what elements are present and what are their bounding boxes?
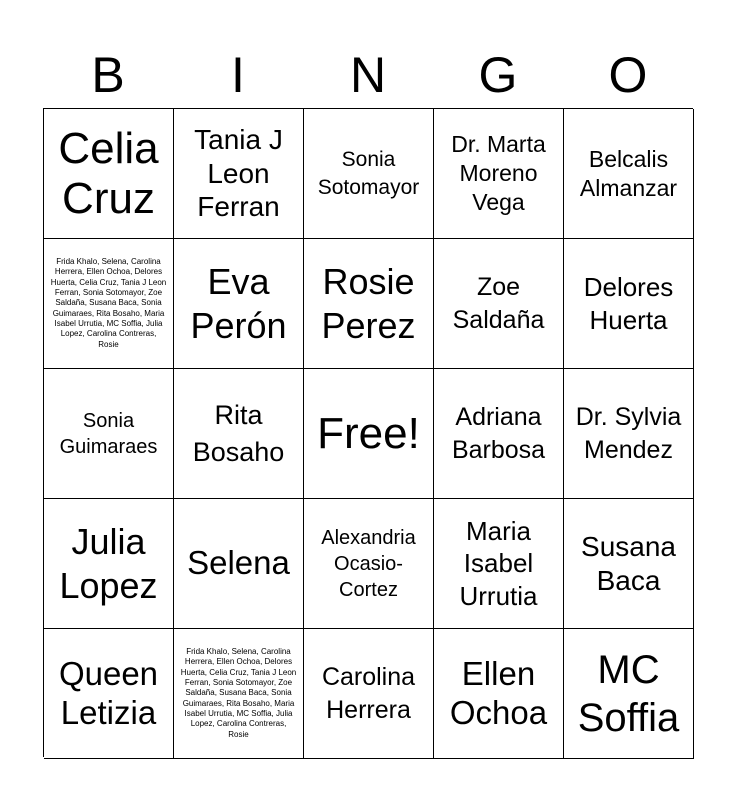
bingo-cell[interactable] [44, 239, 174, 369]
bingo-cell[interactable] [434, 109, 564, 239]
bingo-cell[interactable] [434, 369, 564, 499]
bingo-cell[interactable] [44, 499, 174, 629]
free-space-label: Free! [317, 408, 420, 458]
cell-text: Adriana Barbosa [451, 403, 546, 464]
bingo-cell[interactable] [304, 499, 434, 629]
cell-text: Ellen Ochoa [449, 654, 548, 731]
bingo-cell[interactable] [564, 629, 694, 759]
cell-text: Tania J Leon Ferran [194, 124, 283, 223]
bingo-cell[interactable] [564, 109, 694, 239]
header-letter-i: I [231, 47, 245, 103]
bingo-cell[interactable] [174, 369, 304, 499]
header-letter-n: N [349, 47, 387, 103]
cell-text: Maria Isabel Urrutia [459, 515, 538, 611]
cell-text: Susana Baca [581, 530, 676, 596]
bingo-cell[interactable] [304, 629, 434, 759]
bingo-cell[interactable] [174, 239, 304, 369]
cell-text: Queen Letizia [58, 654, 159, 731]
header-letter-b: B [91, 47, 125, 103]
cell-text: Sonia Sotomayor [317, 148, 420, 199]
bingo-cell[interactable] [174, 629, 304, 759]
bingo-cell[interactable] [564, 499, 694, 629]
cell-text: Rosie Perez [321, 261, 416, 346]
bingo-cell[interactable] [174, 499, 304, 629]
bingo-cell[interactable] [434, 239, 564, 369]
cell-text: Frida Khalo, Selena, Carolina Herrera, Ellen Ochoa, Delores Huerta, Celia Cruz, Tania J Leon Ferran, Sonia Sotomayor, Zoe Saldaña, Susana Baca, Sonia Guimaraes, Rita Bosaho, Maria Isabel Urrutia, MC Soffia, Julia Lopez, Carolina Contreras, Rosie [180, 646, 297, 739]
cell-text: Julia Lopez [59, 521, 158, 606]
cell-text: Eva Perón [190, 261, 287, 346]
bingo-header [43, 40, 693, 110]
bingo-cell[interactable] [304, 239, 434, 369]
bingo-cell[interactable] [174, 109, 304, 239]
bingo-cell[interactable] [564, 369, 694, 499]
bingo-cell[interactable] [44, 629, 174, 759]
cell-text: Zoe Saldaña [452, 273, 545, 334]
cell-text: MC Soffia [577, 647, 680, 740]
cell-text: Alexandria Ocasio-Cortez [321, 526, 416, 601]
header-letter-o: O [608, 47, 648, 103]
cell-text: Dr. Marta Moreno Vega [451, 131, 546, 215]
cell-text: Frida Khalo, Selena, Carolina Herrera, Ellen Ochoa, Delores Huerta, Celia Cruz, Tania J Leon Ferran, Sonia Sotomayor, Zoe Saldaña, Susana Baca, Sonia Guimaraes, Rita Bosaho, Maria Isabel Urrutia, MC Soffia, Julia Lopez, Carolina Contreras, Rosie [50, 256, 167, 349]
cell-text: Dr. Sylvia Mendez [575, 403, 682, 464]
header-letter-g: G [478, 47, 518, 103]
cell-text: Carolina Herrera [321, 663, 416, 724]
bingo-card-grid [43, 108, 693, 757]
bingo-cell[interactable] [44, 109, 174, 239]
cell-text: Sonia Guimaraes [59, 409, 158, 458]
bingo-cell[interactable] [564, 239, 694, 369]
bingo-cell[interactable] [44, 369, 174, 499]
bingo-cell[interactable] [434, 629, 564, 759]
cell-text: Rita Bosaho [192, 400, 285, 467]
cell-text: Celia Cruz [58, 124, 159, 223]
bingo-cell[interactable] [434, 499, 564, 629]
cell-text: Selena [187, 544, 290, 582]
bingo-cell[interactable] [304, 109, 434, 239]
cell-text: Belcalis Almanzar [579, 145, 678, 201]
bingo-cell-free[interactable] [304, 369, 434, 499]
cell-text: Delores Huerta [583, 272, 674, 335]
